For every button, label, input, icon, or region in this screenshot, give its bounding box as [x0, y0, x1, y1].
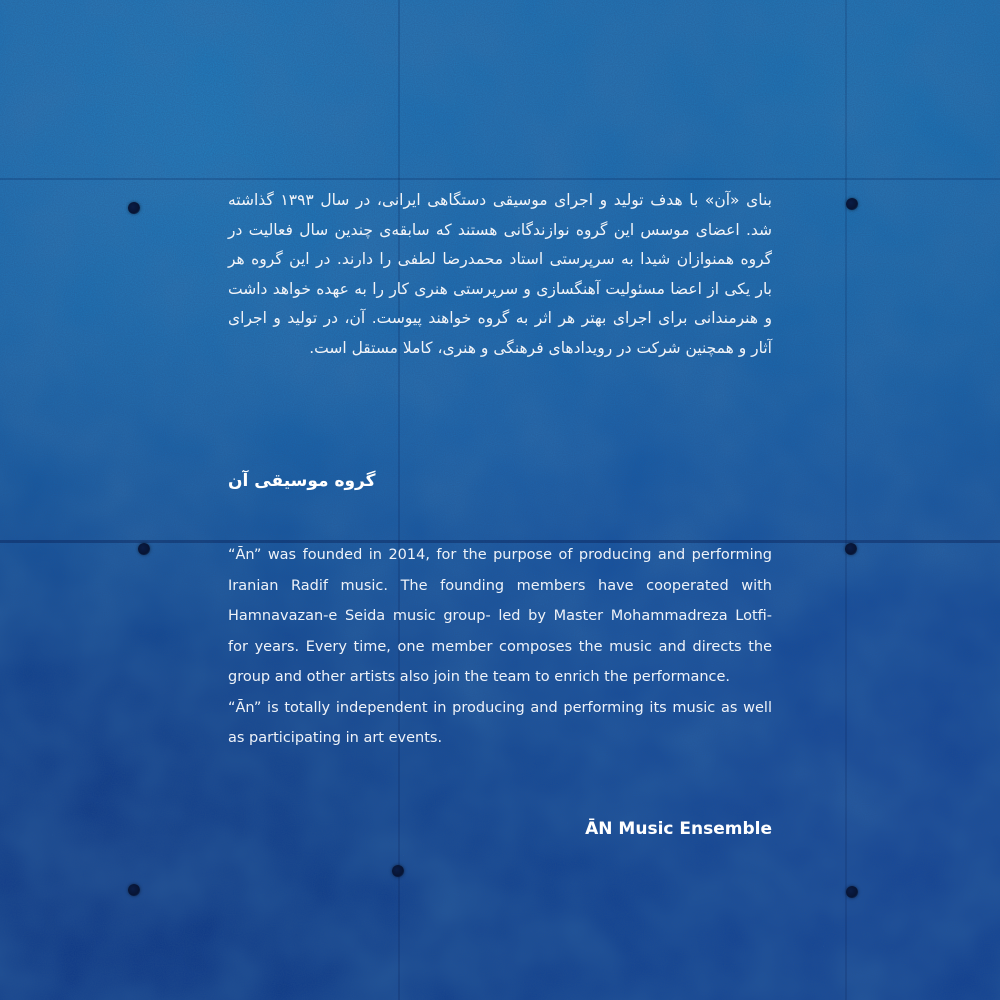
tie-hole [846, 886, 858, 898]
tie-hole [138, 543, 150, 555]
persian-ensemble-title: گروه موسیقی آن [228, 471, 376, 491]
english-paragraph: “Ān” was founded in 2014, for the purpose of producing and performing Iranian Radif music. The founding members have cooperated with Hamnavazan-e Seida music group- led by Master Mohammadreza Lotfi- for years. Every time, one member composes the music and directs the group and other artists also join the team to enrich the performance. [228, 547, 772, 685]
tie-hole [128, 884, 140, 896]
tie-hole [128, 202, 140, 214]
tie-hole [846, 198, 858, 210]
panel-seam-vertical-left [398, 0, 400, 1000]
tie-hole [845, 543, 857, 555]
english-paragraph: “Ān” is totally independent in producing and performing its music as well as participating in art events. [228, 699, 772, 746]
persian-description [228, 186, 772, 363]
persian-paragraph: بنای «آن» با هدف تولید و اجرای موسیقی دستگاهی ایرانی، در سال ۱۳۹۳ گذاشته شد. اعضای موسس این گروه نوازندگانی هستند که سابقه‌ی چندین سال فعالیت در گروه همنوازان شیدا به سرپرستی استاد محمدرضا لطفی را دارند. در این گروه هر بار یکی از اعضا مسئولیت آهنگسازی و سرپرستی هنری کار را به عهده خواهد داشت و هنرمندانی برای اجرای بهتر هر اثر به گروه خواهند پیوست. آن، در تولید و اجرای آثار و همچنین شرکت در رویدادهای فرهنگی و هنری، کاملا مستقل است. [228, 191, 772, 357]
panel-seam-vertical-right [845, 0, 847, 1000]
english-ensemble-title: ĀN Music Ensemble [585, 819, 772, 839]
panel-seam-horizontal-upper [0, 178, 1000, 180]
tie-hole [392, 865, 404, 877]
english-description [228, 540, 772, 754]
